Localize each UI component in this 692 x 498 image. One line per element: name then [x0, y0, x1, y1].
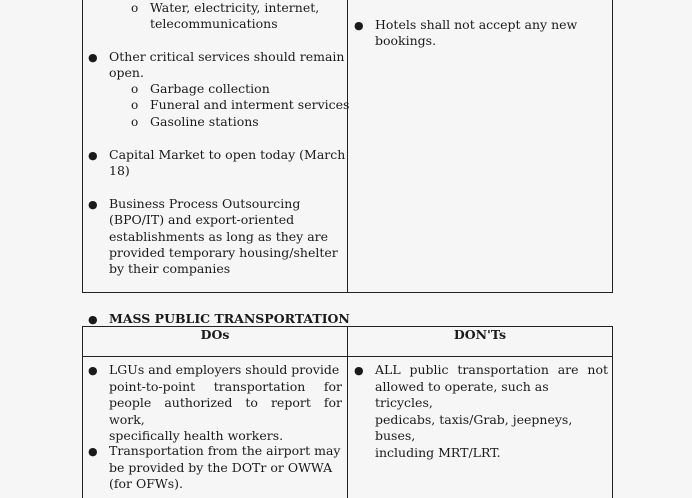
sub-item-gasoline: Gasoline stations: [150, 114, 259, 129]
top-table-left-border: [82, 0, 83, 293]
bottom-table-middle-border: [347, 326, 348, 498]
column-header-donts: DON'Ts: [453, 327, 507, 342]
sub-item-funeral: Funeral and interment services: [150, 97, 350, 112]
circle-bullet-icon: o: [131, 98, 139, 112]
dos-item-line: (for OFWs).: [109, 476, 184, 491]
sub-item-utilities: Water, electricity, internet,: [150, 0, 320, 15]
sub-item-garbage: Garbage collection: [150, 81, 270, 96]
dos-item-line: Transportation from the airport may: [109, 443, 341, 458]
dos-item-line: point-to-point transportation for: [109, 378, 342, 394]
item-critical-services-cont: open.: [109, 65, 144, 80]
bullet-icon: ●: [88, 364, 98, 377]
item-bpo-line: provided temporary housing/shelter: [109, 245, 338, 260]
sub-item-utilities-cont: telecommunications: [150, 16, 278, 31]
section-title: MASS PUBLIC TRANSPORTATION: [109, 311, 350, 326]
column-header-dos: DOs: [200, 327, 230, 342]
bullet-icon: ●: [88, 198, 98, 211]
dos-item-line: people authorized to report for work,: [109, 395, 342, 427]
item-bpo-line: establishments as long as they are: [109, 229, 329, 244]
dos-item-line: be provided by the DOTr or OWWA: [109, 459, 333, 475]
dos-item-line: LGUs and employers should provide: [109, 362, 340, 377]
item-capital-market-cont: 18): [109, 163, 130, 178]
bullet-icon: ●: [354, 364, 364, 377]
dos-item-airport: [109, 443, 342, 493]
donts-item-line: allowed to operate, such as tricycles,: [375, 378, 549, 410]
item-bpo-line: Business Process Outsourcing: [109, 196, 301, 211]
circle-bullet-icon: o: [131, 82, 139, 96]
item-critical-services: Other critical services should remain: [109, 49, 345, 64]
dos-item-line: specifically health workers.: [109, 428, 284, 443]
item-bpo-line: (BPO/IT) and export-oriented: [109, 212, 295, 227]
bullet-icon: ●: [88, 445, 98, 458]
bottom-table-right-border: [612, 326, 613, 498]
bullet-icon: ●: [88, 149, 98, 162]
top-table-middle-border: [347, 0, 348, 293]
circle-bullet-icon: o: [131, 1, 139, 15]
item-capital-market: Capital Market to open today (March: [109, 147, 346, 162]
top-table-bottom-border: [82, 292, 613, 293]
donts-item-public-transport: [375, 362, 608, 461]
item-hotels-cont: bookings.: [375, 33, 437, 48]
item-bpo-line: by their companies: [109, 261, 231, 276]
donts-item-line: pedicabs, taxis/Grab, jeepneys, buses,: [375, 411, 573, 443]
bullet-icon: ●: [354, 19, 364, 32]
bottom-table-left-border: [82, 326, 83, 498]
dos-item-lgus: [109, 362, 342, 445]
donts-item-line: including MRT/LRT.: [375, 444, 501, 460]
circle-bullet-icon: o: [131, 115, 139, 129]
top-table-right-border: [612, 0, 613, 293]
bullet-icon: ●: [88, 51, 98, 64]
donts-item-line: ALL public transportation are not: [375, 362, 608, 377]
bullet-icon: ●: [88, 313, 98, 326]
item-hotels: Hotels shall not accept any new: [375, 17, 578, 32]
